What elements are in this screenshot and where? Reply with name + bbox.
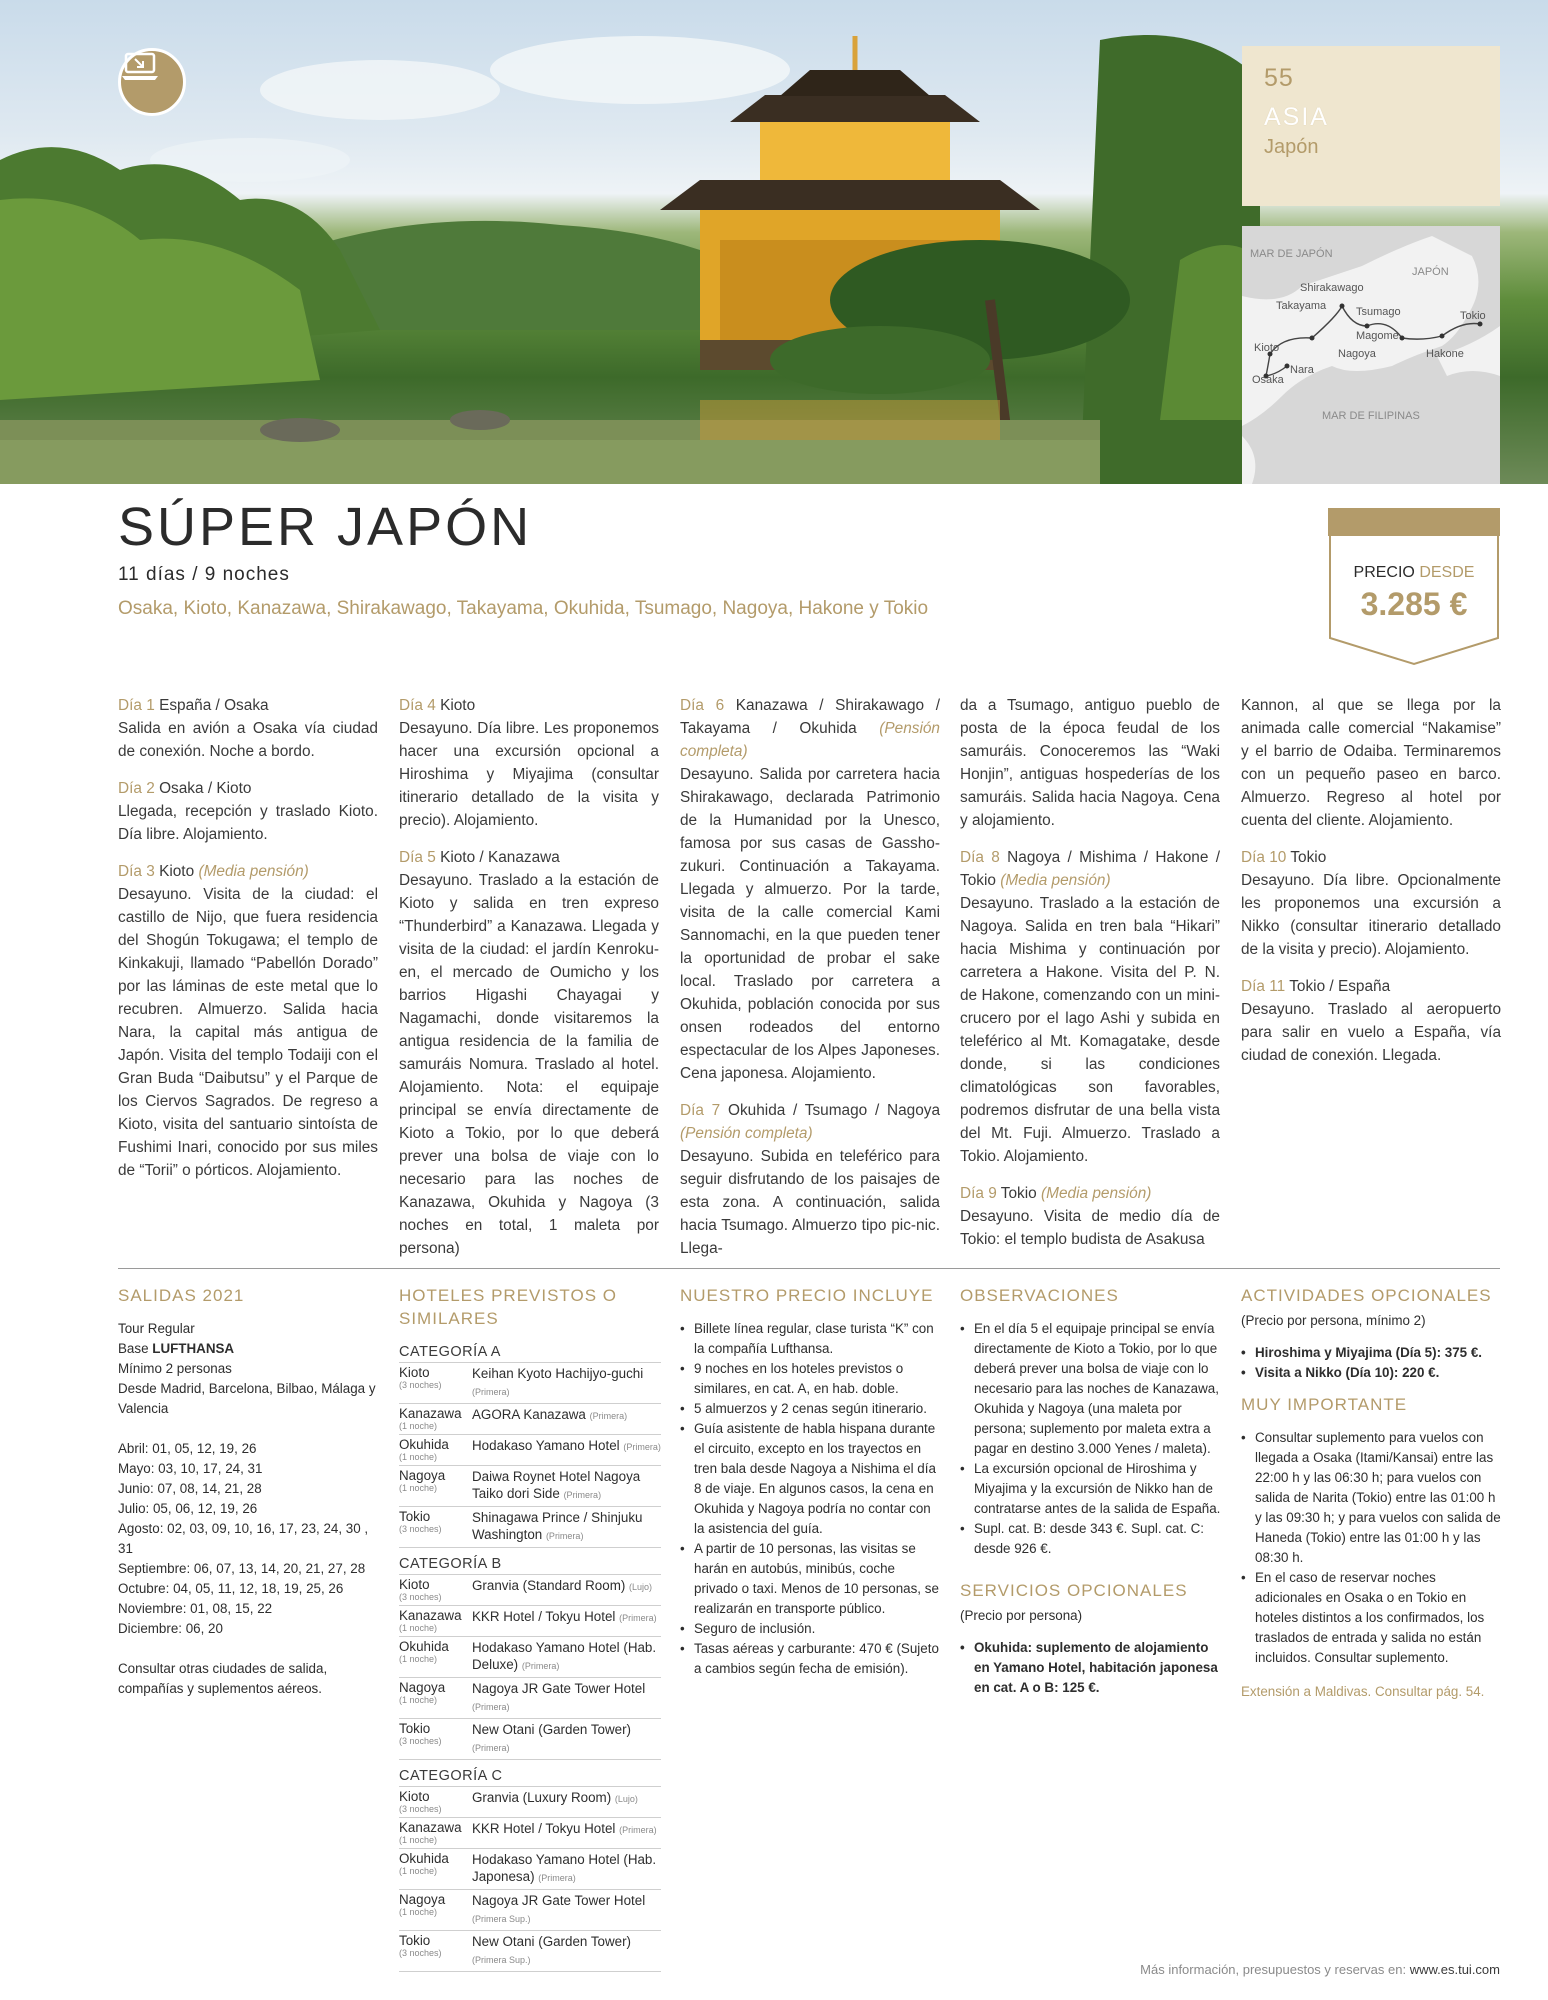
day-place: Nagoya / Mishima / Hakone / Tokio (960, 849, 1220, 889)
hotel-class: (Primera) (563, 1490, 602, 1500)
itinerary-day (399, 694, 659, 832)
observaciones-list (960, 1319, 1222, 1559)
hotel-row (399, 1849, 661, 1890)
hotel-name: Hodakaso Yamano Hotel (Hab. Japonesa) (Primera) (472, 1852, 657, 1884)
day-meal: (Pensión completa) (680, 1125, 813, 1142)
day-heading: Día 5 Kioto / Kanazawa (399, 849, 560, 866)
map-city: Shirakawago (1300, 282, 1364, 294)
date-line: Noviembre: 01, 08, 15, 22 (118, 1601, 273, 1616)
importante-heading: MUY IMPORTANTE (1241, 1395, 1408, 1414)
departure-cities: Desde Madrid, Barcelona, Bilbao, Málaga y Valencia (118, 1381, 376, 1416)
importante-list (1241, 1428, 1503, 1668)
hotel-category: CATEGORÍA C (399, 1766, 661, 1787)
hotel-name: Hodakaso Yamano Hotel (Primera) (472, 1438, 661, 1453)
hotel-nights: (3 noches) (399, 1592, 442, 1602)
itinerary-column-4 (960, 694, 1220, 1265)
incluye-item: • Seguro de inclusión. (680, 1619, 940, 1639)
hotel-city: Kioto (3 noches) (399, 1365, 472, 1401)
hotel-nights: (1 noche) (399, 1654, 438, 1664)
hotel-class: (Primera Sup.) (472, 1914, 531, 1924)
hotel-nights: (3 noches) (399, 1524, 442, 1534)
observacion-item: • En el día 5 el equipaje principal se envía directamente de Kioto a Tokio, por lo que deberá prever una bolsa de viaje con lo necesario para las noches de Kanazawa, Okuhida y Nagoya (una maleta por persona; suplemento por maleta extra a pagar en destino 3.000 Yenes / maleta). (960, 1319, 1222, 1459)
observacion-item: • Supl. cat. B: desde 343 €. Supl. cat. C: desde 926 €. (960, 1519, 1222, 1559)
day-text: Desayuno. Salida por carretera hacia Shirakawago, declarada Patrimonio de la Humanidad por la Unesco, famosa por sus casas de Gassho-zukuri. Continuación a Takayama. Llegada y almuerzo. Por la tarde, visita de la calle comercial Kami Sannomachi, en la que pueden tener la oportunidad de probar el sake local. Traslado por carretera a Okuhida, población conocida por sus onsen rodeados del entorno espectacular de los Alpes Japoneses. Cena japonesa. Alojamiento. (680, 766, 940, 1082)
laptop-icon (118, 48, 186, 116)
importante-item: • En el caso de reservar noches adicionales en Osaka o en Tokio en hoteles distintos a los confirmados, los traslados de entrada y salida no están incluidos. Consultar suplemento. (1241, 1568, 1503, 1668)
hotel-tables (399, 1342, 661, 1972)
hotel-name: Hodakaso Yamano Hotel (Hab. Deluxe) (Primera) (472, 1640, 657, 1672)
hotel-name: Granvia (Standard Room) (Lujo) (472, 1578, 653, 1593)
price-label: PRECIO DESDE (1353, 564, 1475, 581)
hotel-class: (Primera) (619, 1613, 657, 1623)
date-line: Mayo: 03, 10, 17, 24, 31 (118, 1461, 263, 1476)
day-place: España / Osaka (159, 697, 269, 714)
servicios-list (960, 1638, 1222, 1698)
date-line: Abril: 01, 05, 12, 19, 26 (118, 1441, 257, 1456)
route-map (1242, 226, 1500, 484)
day-meal: (Media pensión) (1000, 872, 1111, 889)
extension-link[interactable]: Extensión a Maldivas. Consultar pág. 54. (1241, 1684, 1485, 1699)
day-heading: Día 7 Okuhida / Tsumago / Nagoya (Pensión completa) (680, 1102, 941, 1142)
hotel-name: New Otani (Garden Tower) (Primera) (472, 1722, 632, 1753)
hotel-city: Kioto (3 noches) (399, 1789, 472, 1815)
hotel-nights: (1 noche) (399, 1907, 438, 1917)
hotel-name: Shinagawa Prince / Shinjuku Washington (Primera) (472, 1510, 643, 1542)
incluye-list (680, 1319, 940, 1679)
hotel-class: (Primera) (619, 1825, 657, 1835)
hotel-class: (Primera) (623, 1442, 661, 1452)
hotel-city: Kanazawa (1 noche) (399, 1608, 472, 1634)
actividades-heading: ACTIVIDADES OPCIONALES (1241, 1286, 1492, 1305)
day-heading: Día 9 Tokio (Media pensión) (960, 1185, 1152, 1202)
map-city: Tokio (1460, 310, 1486, 322)
hotel-class: (Primera) (545, 1531, 584, 1541)
day-meal: (Media pensión) (198, 863, 309, 880)
map-city: Osaka (1252, 374, 1284, 386)
itinerary-day (1241, 846, 1501, 961)
day-text: Kannon, al que se llega por la animada calle comercial “Nakamise” y el barrio de Odaiba. Terminaremos con un pequeño paseo en barco. Almuerzo. Regreso al hotel por cuenta del cliente. Alojamiento. (1241, 697, 1501, 829)
hotel-name: Keihan Kyoto Hachijyo-guchi (Primera) (472, 1366, 644, 1397)
actividad-item: • Visita a Nikko (Día 10): 220 €. (1241, 1363, 1503, 1383)
trip-route: Osaka, Kioto, Kanazawa, Shirakawago, Takayama, Okuhida, Tsumago, Nagoya, Hakone y Tokio (118, 598, 929, 619)
observaciones-heading: OBSERVACIONES (960, 1286, 1119, 1305)
hotel-nights: (3 noches) (399, 1804, 442, 1814)
hotel-nights: (1 noche) (399, 1623, 438, 1633)
day-text: Desayuno. Día libre. Opcionalmente les proponemos una excursión a Nikko (consultar itinerario detallado de la visita y precio). Alojamiento. (1241, 872, 1501, 958)
hotel-name: KKR Hotel / Tokyu Hotel (Primera) (472, 1821, 657, 1836)
hotel-row (399, 1466, 661, 1507)
day-heading: Día 11 Tokio / España (1241, 978, 1391, 995)
actividades-list (1241, 1343, 1503, 1383)
hotel-class: (Primera) (472, 1387, 510, 1397)
hotel-class: (Primera) (521, 1661, 560, 1671)
incluye-item: • Tasas aéreas y carburante: 470 € (Sujeto a cambios según fecha de emisión). (680, 1639, 940, 1679)
hotel-nights: (1 noche) (399, 1483, 438, 1493)
hotel-nights: (1 noche) (399, 1835, 438, 1845)
itinerary-column-1 (118, 694, 378, 1196)
itinerary-day (118, 777, 378, 846)
hotel-row (399, 1435, 661, 1466)
day-text: da a Tsumago, antiguo pueblo de posta de la época feudal de los samuráis. Conoceremos las “Waki Honjin”, antiguas hospederías de los samuráis. Salida hacia Nagoya. Cena y alojamiento. (960, 697, 1220, 829)
day-meal: (Pensión completa) (680, 720, 940, 760)
map-city: Kioto (1254, 342, 1280, 354)
incluye-item: • 5 almuerzos y 2 cenas según itinerario. (680, 1399, 940, 1419)
page-title: SÚPER JAPÓN (118, 497, 533, 557)
day-heading: Día 2 Osaka / Kioto (118, 780, 252, 797)
date-line: Junio: 07, 08, 14, 21, 28 (118, 1481, 262, 1496)
hotel-class: (Primera) (472, 1743, 510, 1753)
hotel-nights: (1 noche) (399, 1866, 438, 1876)
hoteles-heading: HOTELES PREVISTOS O SIMILARES (399, 1286, 618, 1328)
section-tag (1242, 46, 1500, 206)
actividad-item: • Hiroshima y Miyajima (Día 5): 375 €. (1241, 1343, 1503, 1363)
hotel-row (399, 1637, 661, 1678)
incluye-heading: NUESTRO PRECIO INCLUYE (680, 1286, 934, 1305)
hotel-row (399, 1787, 661, 1818)
map-city: Nara (1290, 364, 1314, 376)
day-place: Kioto (440, 697, 476, 714)
itinerary-day (960, 846, 1220, 1168)
day-heading: Día 3 Kioto (Media pensión) (118, 863, 309, 880)
hotel-city: Okuhida (1 noche) (399, 1639, 472, 1675)
hotel-city: Okuhida (1 noche) (399, 1437, 472, 1463)
map-label-sea-philippines: MAR DE FILIPINAS (1322, 410, 1420, 422)
day-place: Tokio / España (1289, 978, 1391, 995)
hotel-row (399, 1818, 661, 1849)
itinerary-day (680, 1099, 940, 1260)
hotel-row (399, 1678, 661, 1719)
itinerary-day (960, 1182, 1220, 1251)
hotel-city: Kanazawa (1 noche) (399, 1406, 472, 1432)
map-label-sea-japan: MAR DE JAPÓN (1250, 248, 1333, 260)
actividades-section (1241, 1284, 1503, 1702)
hotel-name: Granvia (Luxury Room) (Lujo) (472, 1790, 638, 1805)
itinerary-day (1241, 975, 1501, 1067)
hotel-name: AGORA Kanazawa (Primera) (472, 1407, 628, 1422)
day-heading: Día 8 Nagoya / Mishima / Hakone / Tokio (Media pensión) (960, 849, 1220, 889)
hotel-nights: (1 noche) (399, 1421, 438, 1431)
date-line: Diciembre: 06, 20 (118, 1621, 223, 1636)
servicios-heading: SERVICIOS OPCIONALES (960, 1581, 1188, 1600)
date-line: Septiembre: 06, 07, 13, 14, 20, 21, 27, 28 (118, 1561, 366, 1576)
footer-url[interactable]: www.es.tui.com (1409, 1962, 1500, 1977)
hotel-nights: (1 noche) (399, 1452, 438, 1462)
incluye-item: • Billete línea regular, clase turista “K” con la compañía Lufthansa. (680, 1319, 940, 1359)
hotel-name: Nagoya JR Gate Tower Hotel (Primera Sup.) (472, 1893, 646, 1924)
day-place: Tokio (1000, 1185, 1037, 1202)
servicios-sub: (Precio por persona) (960, 1608, 1083, 1623)
departure-dates (118, 1439, 380, 1639)
minimum-line: Mínimo 2 personas (118, 1361, 232, 1376)
hotel-row (399, 1890, 661, 1931)
incluye-section (680, 1284, 940, 1679)
itinerary-day (960, 694, 1220, 832)
day-text: Desayuno. Subida en teleférico para seguir disfrutando de los paisajes de esta zona. A continuación, salida hacia Tsumago. Almuerzo tipo pic-nic. Llega- (680, 1148, 940, 1257)
map-label-country: JAPÓN (1412, 266, 1449, 278)
day-text: Llegada, recepción y traslado Kioto. Día libre. Alojamiento. (118, 803, 378, 843)
hotel-name: New Otani (Garden Tower) (Primera Sup.) (472, 1934, 632, 1965)
hotel-city: Nagoya (1 noche) (399, 1892, 472, 1928)
region-label: ASIA (1264, 103, 1329, 131)
day-heading: Día 6 Kanazawa / Shirakawago / Takayama / Okuhida (Pensión completa) (680, 697, 941, 760)
hotel-nights: (3 noches) (399, 1948, 442, 1958)
hotel-row (399, 1931, 661, 1972)
footer: Más información, presupuestos y reservas en: www.es.tui.com (1140, 1962, 1500, 1977)
hotel-class: (Primera) (538, 1873, 576, 1883)
map-city: Nagoya (1338, 348, 1376, 360)
hotel-city: Tokio (3 noches) (399, 1933, 472, 1969)
incluye-item: • Guía asistente de habla hispana durante el circuito, excepto en los trayectos en tren bala desde Nagoya a Nishima el día 8 de viaje. En algunos casos, la cena en Okuhida y Nagoya podría no contar con la asistencia del guía. (680, 1419, 940, 1539)
day-place: Osaka / Kioto (159, 780, 252, 797)
price-amount: 3.285 € (1360, 586, 1468, 622)
hotel-name: Daiwa Roynet Hotel Nagoya Taiko dori Side (Primera) (472, 1469, 641, 1501)
day-heading: Día 10 Tokio (1241, 849, 1327, 866)
incluye-item: • 9 noches en los hoteles previstos o similares, en cat. A, en hab. doble. (680, 1359, 940, 1399)
itinerary-day (118, 860, 378, 1182)
itinerary-day (680, 694, 940, 1085)
map-city: Takayama (1276, 300, 1327, 312)
tour-type: Tour Regular (118, 1321, 195, 1336)
section-divider (118, 1268, 1500, 1269)
map-city: Magome (1356, 330, 1399, 342)
base-line: Base LUFTHANSA (118, 1341, 235, 1356)
day-text: Desayuno. Traslado al aeropuerto para salir en vuelo a España, vía ciudad de conexión. Llegada. (1241, 1001, 1501, 1064)
hotel-city: Kioto (3 noches) (399, 1577, 472, 1603)
itinerary-day (118, 694, 378, 763)
observacion-item: • La excursión opcional de Hiroshima y Miyajima y la excursión de Nikko han de contratarse antes de la salida de España. (960, 1459, 1222, 1519)
hotel-row (399, 1507, 661, 1548)
day-text: Desayuno. Visita de la ciudad: el castillo de Nijo, que fuera residencia del Shogún Tokugawa; el templo de Kinkakuji, llamado “Pabellón Dorado” por las láminas de este metal que lo recubren. Almuerzo. Salida hacia Nara, la capital más antigua de Japón. Visita del templo Todaiji con el Gran Buda “Daibutsu” y el Parque de los Ciervos Sagrados. De regreso a Kioto, visita del santuario sintoísta de Fushimi Inari, conocido por sus miles de “Torii” o pórticos. Alojamiento. (118, 886, 378, 1179)
hotel-nights: (1 noche) (399, 1695, 438, 1705)
country-label: Japón (1264, 136, 1319, 158)
itinerary-column-2 (399, 694, 659, 1274)
hotel-class: (Lujo) (614, 1794, 638, 1804)
day-place: Okuhida / Tsumago / Nagoya (727, 1102, 941, 1119)
hotel-category: CATEGORÍA A (399, 1342, 661, 1363)
hoteles-section (399, 1284, 661, 1972)
day-place: Kanazawa / Shirakawago / Takayama / Okuhida (680, 697, 941, 737)
itinerary-column-5 (1241, 694, 1501, 1081)
map-city: Tsumago (1356, 306, 1401, 318)
itinerary-column-3 (680, 694, 940, 1274)
hotel-nights: (3 noches) (399, 1380, 442, 1390)
hotel-row (399, 1606, 661, 1637)
day-place: Kioto / Kanazawa (440, 849, 560, 866)
map-city: Hakone (1426, 348, 1464, 360)
day-text: Desayuno. Día libre. Les proponemos hacer una excursión opcional a Hiroshima y Miyajima (consultar itinerario detallado de la visita y precio). Alojamiento. (399, 720, 659, 829)
day-text: Desayuno. Visita de medio día de Tokio: el templo budista de Asakusa (960, 1208, 1220, 1248)
hotel-row (399, 1719, 661, 1760)
salidas-heading: SALIDAS 2021 (118, 1286, 245, 1305)
hotel-category: CATEGORÍA B (399, 1554, 661, 1575)
day-heading: Día 1 España / Osaka (118, 697, 269, 714)
hotel-city: Okuhida (1 noche) (399, 1851, 472, 1887)
actividades-sub: (Precio por persona, mínimo 2) (1241, 1313, 1426, 1328)
page-number: 55 (1264, 64, 1294, 92)
hotel-city: Nagoya (1 noche) (399, 1468, 472, 1504)
hotel-class: (Primera) (589, 1411, 628, 1421)
hotel-class: (Lujo) (629, 1582, 653, 1592)
date-line: Agosto: 02, 03, 09, 10, 16, 17, 23, 24, 30 , 31 (118, 1521, 369, 1556)
day-place: Kioto (159, 863, 195, 880)
hotel-row (399, 1404, 661, 1435)
day-text: Salida en avión a Osaka vía ciudad de conexión. Noche a bordo. (118, 720, 378, 760)
hotel-city: Tokio (3 noches) (399, 1721, 472, 1757)
day-place: Tokio (1290, 849, 1327, 866)
hotel-name: Nagoya JR Gate Tower Hotel (Primera) (472, 1681, 646, 1712)
date-line: Octubre: 04, 05, 11, 12, 18, 19, 25, 26 (118, 1581, 344, 1596)
date-line: Julio: 05, 06, 12, 19, 26 (118, 1501, 258, 1516)
hotel-nights: (3 noches) (399, 1736, 442, 1746)
hotel-city: Tokio (3 noches) (399, 1509, 472, 1545)
observaciones-section (960, 1284, 1222, 1698)
hotel-row (399, 1575, 661, 1606)
incluye-item: • A partir de 10 personas, las visitas se harán en autobús, minibús, coche privado o taxi. Menos de 10 personas, se realizarán en transporte público. (680, 1539, 940, 1619)
trip-duration: 11 días / 9 noches (118, 564, 290, 585)
hotel-city: Kanazawa (1 noche) (399, 1820, 472, 1846)
hotel-city: Nagoya (1 noche) (399, 1680, 472, 1716)
hotel-name: KKR Hotel / Tokyu Hotel (Primera) (472, 1609, 657, 1624)
salidas-note: Consultar otras ciudades de salida, compañías y suplementos aéreos. (118, 1661, 328, 1696)
day-heading: Día 4 Kioto (399, 697, 476, 714)
day-text: Desayuno. Traslado a la estación de Nagoya. Salida en tren bala “Hikari” hacia Mishima y continuación por carretera a Hakone. Visita del P. N. de Hakone, comenzando con un mini-crucero por el lago Ashi y subida en teleférico al Mt. Komagatake, desde donde, si las condiciones climatológicas son favorables, podremos disfrutar de una bella vista del Mt. Fuji. Almuerzo. Traslado a Tokio. Alojamiento. (960, 895, 1220, 1165)
hotel-class: (Primera Sup.) (472, 1955, 531, 1965)
itinerary-day (1241, 694, 1501, 832)
itinerary-day (399, 846, 659, 1260)
importante-item: • Consultar suplemento para vuelos con llegada a Osaka (Itami/Kansai) entre las 22:00 h y las 06:30 h; para vuelos con salida de Narita (Tokio) entre las 01:00 h y las 09:30 h; y para vuelos con salida de Haneda (Tokio) entre las 01:00 h y las 08:30 h. (1241, 1428, 1503, 1568)
salidas-section (118, 1284, 380, 1699)
hotel-class: (Primera) (472, 1702, 510, 1712)
servicio-item: • Okuhida: suplemento de alojamiento en Yamano Hotel, habitación japonesa en cat. A o B: 125 €. (960, 1638, 1222, 1698)
day-text: Desayuno. Traslado a la estación de Kioto y salida en tren expreso “Thunderbird” a Kanazawa. Llegada y visita de la ciudad: el jardín Kenroku-en, el mercado de Oumicho y los barrios Higashi Chayagai y Nagamachi, donde visitaremos la antigua residencia de la familia de samuráis Nomura. Traslado al hotel. Alojamiento. Nota: el equipaje principal se envía directamente de Kioto a Tokio, por lo que deberá prever una bolsa de viaje con lo necesario para las noches de Kanazawa, Okuhida y Nagoya (3 noches en total, 1 maleta por persona) (399, 872, 659, 1257)
hotel-row (399, 1363, 661, 1404)
price-badge (1328, 508, 1500, 668)
day-meal: (Media pensión) (1041, 1185, 1152, 1202)
